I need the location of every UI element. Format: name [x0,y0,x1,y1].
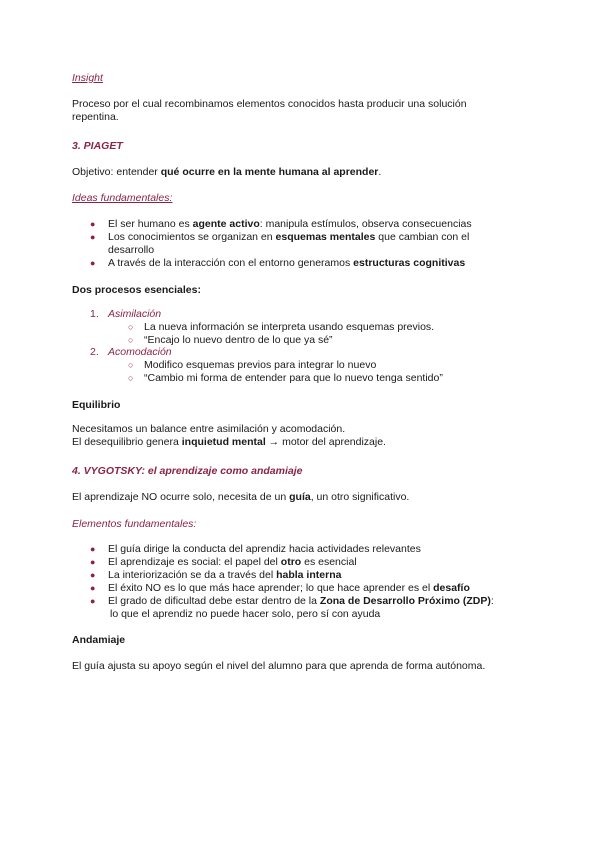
procesos-title: Dos procesos esenciales: [72,284,201,296]
insight-title: Insight [72,72,103,84]
equilibrio-title: Equilibrio [72,399,121,411]
bullet-icon: ● [90,544,96,554]
piaget-heading: 3. PIAGET [72,140,123,152]
circle-bullet-icon: ○ [128,373,134,383]
bullet-icon: ● [90,219,96,229]
circle-bullet-icon: ○ [128,322,134,332]
equilibrio-line: Necesitamos un balance entre asimilación y acomodación. [72,423,346,435]
bullet-icon: ● [90,232,96,242]
objective-bold: qué ocurre en la mente humana al aprender [160,166,379,178]
circle-bullet-icon: ○ [128,360,134,370]
bullet-icon: ● [90,258,96,268]
bullet-icon: ● [90,557,96,567]
insight-text: Proceso por el cual recombinamos elementos conocidos hasta producir una solución repentina. [72,98,467,123]
bullet-icon: ● [90,583,96,593]
bullet-icon: ● [90,570,96,580]
vygotsky-intro: El aprendizaje NO ocurre solo, necesita de un guía, un otro significativo. [72,491,410,503]
piaget-objective: Objetivo: entender qué ocurre en la mente humana al aprender. [72,166,382,178]
vygotsky-heading: 4. VYGOTSKY: el aprendizaje como andamiaje [72,465,303,477]
ideas-title: Ideas fundamentales: [72,192,173,204]
elements-title: Elementos fundamentales: [72,518,197,530]
circle-bullet-icon: ○ [128,335,134,345]
andamiaje-text: El guía ajusta su apoyo según el nivel del alumno para que aprenda de forma autónoma. [72,660,486,672]
andamiaje-title: Andamiaje [72,634,126,646]
equilibrio-line: El desequilibrio genera inquietud mental → motor del aprendizaje. [72,436,386,448]
bullet-icon: ● [90,596,96,606]
